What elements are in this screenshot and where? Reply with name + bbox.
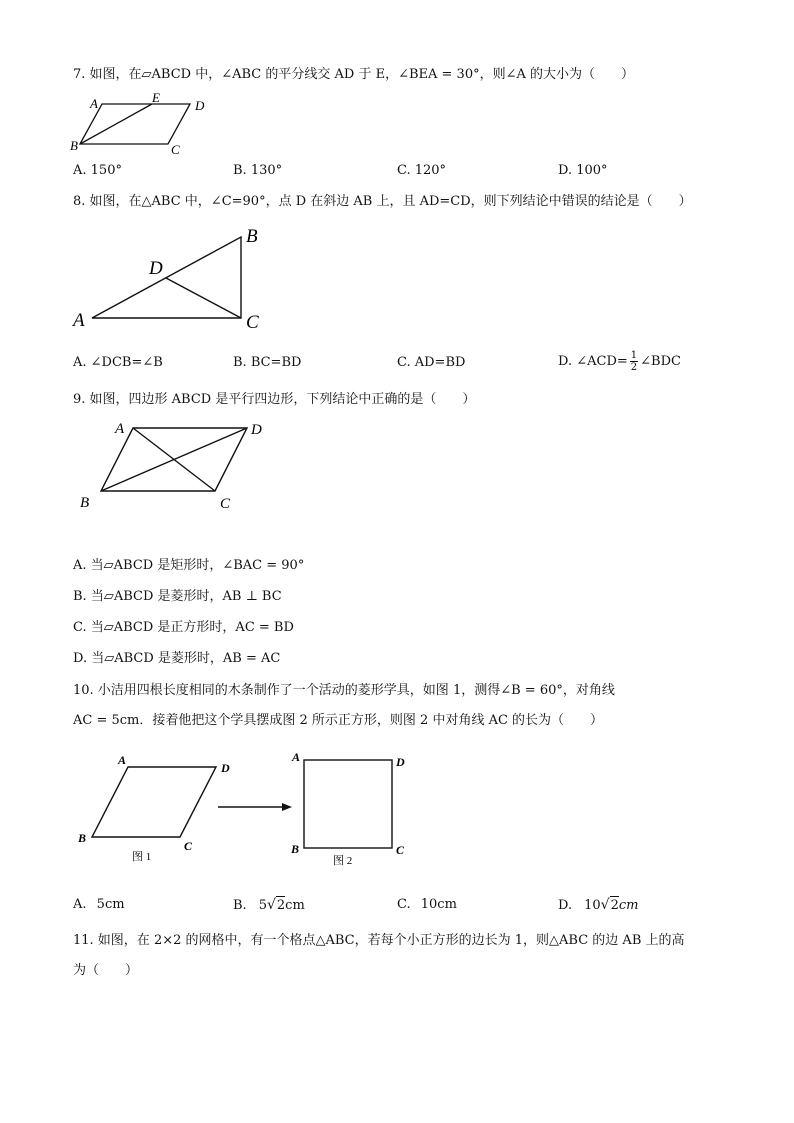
- q10-fig1-label-a: A: [118, 753, 127, 767]
- q10-stem-line2: AC = 5cm．接着他把这个学具摆成图 2 所示正方形，则图 2 中对角线 AC 的长为（ ）: [73, 713, 604, 728]
- q9-option-a[interactable]: A. 当▱ABCD 是矩形时，∠BAC = 90°: [73, 558, 305, 573]
- q10-option-a-value: 5cm: [96, 897, 125, 912]
- q8-label-d: D: [149, 258, 163, 279]
- q10-option-b-coef: 5: [258, 898, 267, 913]
- q10-fig2-caption: 图 2: [333, 855, 353, 867]
- q9-label-a: A: [115, 421, 125, 437]
- q10-option-b-unit: cm: [285, 898, 305, 913]
- q9-diagonal-bd: [101, 428, 247, 491]
- q10-fig2-label-b: B: [291, 842, 300, 856]
- q10-option-d-unit: cm: [618, 898, 639, 913]
- q10-option-d-radicand: 2: [610, 898, 619, 913]
- q10-option-b-radical: [267, 896, 285, 915]
- q7-stem: 7. 如图，在▱ABCD 中，∠ABC 的平分线交 AD 于 E，∠BEA = 30°，则∠A 的大小为（ ）: [73, 67, 635, 82]
- q10-option-d-sqrt-icon: √: [600, 897, 610, 913]
- q10-fig1-caption: 图 1: [132, 851, 152, 863]
- q7-label-d: D: [195, 98, 205, 113]
- q11-stem-line2: 为（ ）: [73, 963, 139, 978]
- q10-figures: [70, 742, 420, 877]
- q8-option-c[interactable]: C. AD=BD: [397, 355, 466, 370]
- q10-fig2-label-a: A: [292, 750, 301, 764]
- q10-option-b-prefix: B.: [233, 898, 247, 913]
- q7-option-b[interactable]: B. 130°: [233, 163, 283, 178]
- q10-option-b-radicand: 2: [276, 898, 286, 913]
- q8-option-d-numerator: 1: [630, 350, 638, 361]
- q9-option-d[interactable]: D. 当▱ABCD 是菱形时，AB = AC: [73, 651, 281, 666]
- q10-square: [304, 760, 392, 848]
- q9-label-d: D: [251, 422, 262, 438]
- q8-triangle-figure: [70, 222, 270, 337]
- q10-option-b-sqrt-icon: √: [266, 897, 276, 913]
- q10-arrow-head: [282, 803, 292, 811]
- q9-label-c: C: [220, 496, 231, 512]
- q7-label-c: C: [171, 142, 180, 157]
- q10-fig1-label-c: C: [184, 839, 193, 853]
- q7-option-c[interactable]: C. 120°: [397, 163, 447, 178]
- q8-label-c: C: [246, 312, 259, 333]
- q10-fig2-label-d: D: [396, 755, 405, 769]
- q10-option-c[interactable]: [397, 896, 457, 914]
- q7-label-e: E: [152, 90, 160, 105]
- q10-option-b[interactable]: [233, 896, 305, 915]
- q7-label-a: A: [90, 96, 98, 111]
- q8-option-d-fraction: [630, 350, 638, 373]
- q8-option-b[interactable]: B. BC=BD: [233, 355, 302, 370]
- q10-fig2-label-c: C: [396, 843, 405, 857]
- q10-option-a[interactable]: [73, 896, 125, 914]
- q7-parallelogram-figure: [70, 88, 210, 158]
- q10-option-d[interactable]: [558, 896, 638, 915]
- q8-label-b: B: [246, 226, 258, 247]
- q8-option-d-prefix: D. ∠ACD=: [558, 353, 628, 369]
- q8-label-a: A: [73, 310, 85, 331]
- q10-fig1-label-b: B: [78, 831, 87, 845]
- q10-option-c-prefix: C.: [397, 897, 411, 912]
- q10-option-d-coef: 10: [584, 898, 601, 913]
- q10-fig1-label-d: D: [221, 761, 230, 775]
- q8-stem: 8. 如图，在△ABC 中，∠C=90°，点 D 在斜边 AB 上，且 AD=CD，则下列结论中错误的结论是（ ）: [73, 194, 692, 209]
- q9-option-b[interactable]: B. 当▱ABCD 是菱形时，AB ⊥ BC: [73, 589, 282, 604]
- q8-option-d-denominator: 2: [630, 362, 638, 373]
- q9-label-b: B: [80, 495, 90, 511]
- q10-option-d-radical: [601, 896, 619, 915]
- q8-segment-cd: [166, 278, 241, 318]
- q10-option-a-prefix: A.: [73, 897, 87, 912]
- q7-option-a[interactable]: A. 150°: [73, 163, 122, 178]
- q9-stem: 9. 如图，四边形 ABCD 是平行四边形，下列结论中正确的是（ ）: [73, 392, 476, 407]
- q8-option-d-suffix: ∠BDC: [640, 353, 681, 369]
- q10-option-c-value: 10cm: [420, 897, 457, 912]
- q10-rhombus: [92, 767, 216, 837]
- q10-option-d-prefix: D.: [558, 898, 573, 913]
- q7-option-d[interactable]: D. 100°: [558, 163, 608, 178]
- q8-option-a[interactable]: A. ∠DCB=∠B: [73, 355, 163, 370]
- q8-option-d[interactable]: [558, 350, 681, 373]
- q11-stem-line1: 11. 如图，在 2×2 的网格中，有一个格点△ABC，若每个小正方形的边长为 1，则△ABC 的边 AB 上的高: [73, 933, 685, 948]
- q10-stem-line1: 10. 小洁用四根长度相同的木条制作了一个活动的菱形学具，如图 1，测得∠B = 60°，对角线: [73, 683, 615, 698]
- q9-parallelogram-figure: [75, 418, 275, 518]
- q7-label-b: B: [70, 138, 78, 153]
- q9-option-c[interactable]: C. 当▱ABCD 是正方形时，AC = BD: [73, 620, 294, 635]
